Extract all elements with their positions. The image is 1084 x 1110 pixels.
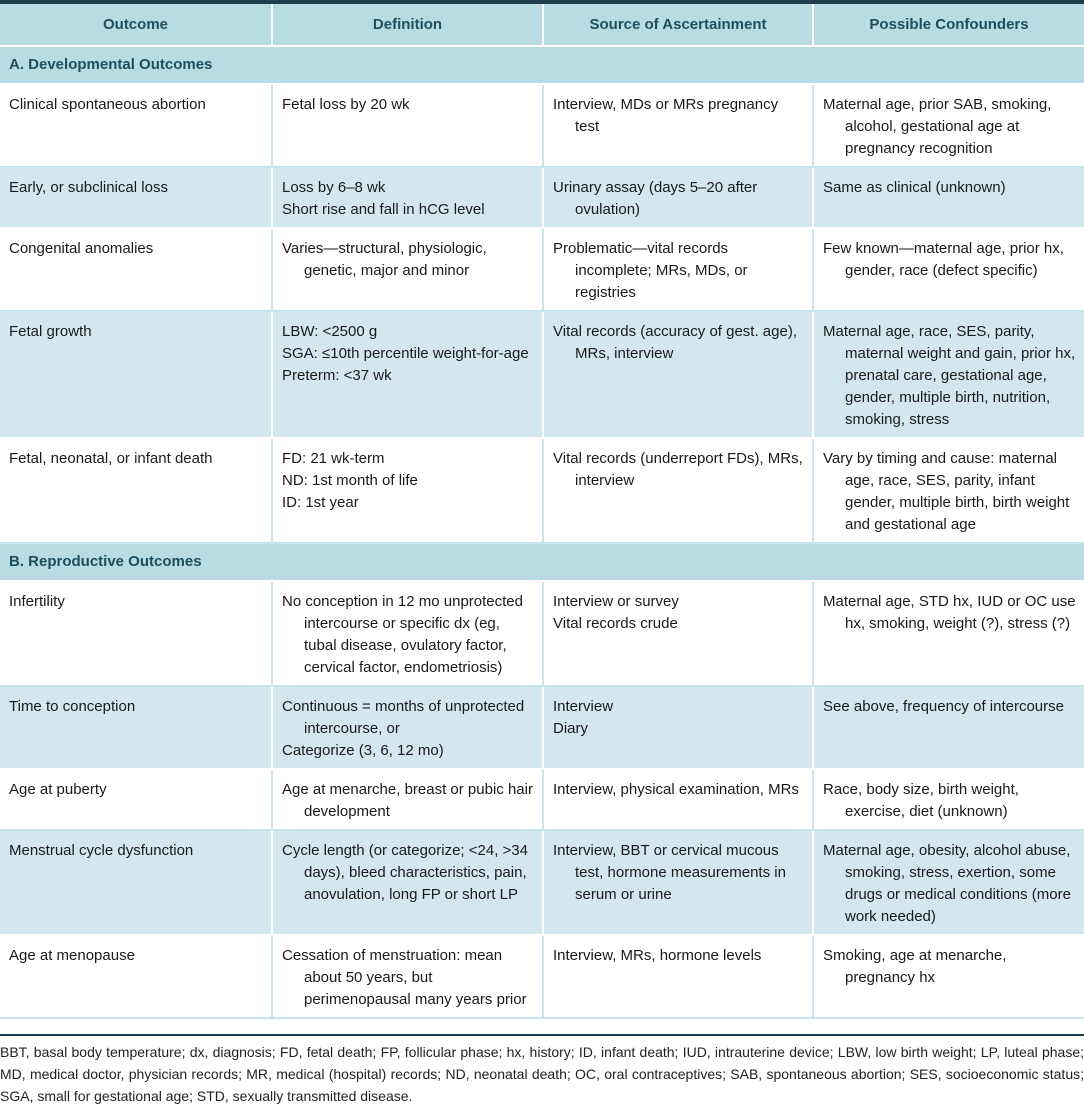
source-cell [543, 311, 813, 438]
source-cell [543, 830, 813, 935]
table-row [0, 830, 1084, 935]
table-row [0, 311, 1084, 438]
section-header-row [0, 543, 1084, 581]
footnote-divider [0, 1034, 1084, 1036]
cell-line: Varies—structural, physiologic, genetic, major and minor [282, 240, 487, 279]
confounders-cell [813, 935, 1084, 1018]
section-header-row [0, 46, 1084, 84]
outcome-cell: Fetal, neonatal, or infant death [0, 438, 272, 543]
cell-line: ID: 1st year [282, 494, 359, 511]
column-header-definition: Definition [272, 2, 543, 46]
cell-line: Continuous = months of unprotected intercourse, or [282, 698, 525, 737]
source-cell [543, 228, 813, 311]
definition-cell [272, 935, 543, 1018]
cell-line: Fetal loss by 20 wk [282, 96, 410, 113]
definition-cell [272, 830, 543, 935]
cell-line: Interview, MDs or MRs pregnancy test [553, 96, 779, 135]
outcome-cell: Age at puberty [0, 769, 272, 830]
outcome-cell: Menstrual cycle dysfunction [0, 830, 272, 935]
outcome-cell: Age at menopause [0, 935, 272, 1018]
column-header-outcome: Outcome [0, 2, 272, 46]
cell-line: Problematic—vital records incomplete; MRs, MDs, or registries [553, 240, 748, 301]
definition-cell [272, 228, 543, 311]
cell-line: Vital records (accuracy of gest. age), MRs, interview [553, 323, 797, 362]
table-row [0, 686, 1084, 769]
table-header-row [0, 2, 1084, 46]
definition-cell [272, 167, 543, 228]
cell-line: Few known—maternal age, prior hx, gender, race (defect specific) [823, 240, 1064, 279]
cell-line: LBW: <2500 g [282, 323, 378, 340]
source-cell [543, 935, 813, 1018]
confounders-cell [813, 686, 1084, 769]
table-row [0, 581, 1084, 686]
cell-line: Interview or survey [553, 593, 679, 610]
cell-line: Interview, BBT or cervical mucous test, hormone measurements in serum or urine [553, 842, 786, 903]
cell-line: SGA: ≤10th percentile weight-for-age [282, 345, 529, 362]
confounders-cell [813, 84, 1084, 167]
table-row [0, 438, 1084, 543]
cell-line: No conception in 12 mo unprotected intercourse or specific dx (eg, tubal disease, ovulatory factor, cervical factor, endometriosis) [282, 593, 523, 676]
cell-line: Interview, physical examination, MRs [553, 781, 799, 798]
outcome-cell: Congenital anomalies [0, 228, 272, 311]
cell-line: Smoking, age at menarche, pregnancy hx [823, 947, 1007, 986]
cell-line: Short rise and fall in hCG level [282, 201, 485, 218]
table-row [0, 167, 1084, 228]
cell-line: FD: 21 wk-term [282, 450, 385, 467]
cell-line: Interview, MRs, hormone levels [553, 947, 762, 964]
confounders-cell [813, 311, 1084, 438]
confounders-cell [813, 438, 1084, 543]
table-row [0, 935, 1084, 1018]
cell-line: Maternal age, STD hx, IUD or OC use hx, smoking, weight (?), stress (?) [823, 593, 1076, 632]
cell-line: Vary by timing and cause: maternal age, race, SES, parity, infant gender, multiple birth, birth weight and gestational age [823, 450, 1070, 533]
cell-line: Maternal age, prior SAB, smoking, alcohol, gestational age at pregnancy recognition [823, 96, 1052, 157]
outcome-cell: Time to conception [0, 686, 272, 769]
outcome-cell: Infertility [0, 581, 272, 686]
cell-line: Categorize (3, 6, 12 mo) [282, 742, 444, 759]
source-cell [543, 167, 813, 228]
outcome-cell: Clinical spontaneous abortion [0, 84, 272, 167]
source-cell [543, 769, 813, 830]
table-footnote: BBT, basal body temperature; dx, diagnosis; FD, fetal death; FP, follicular phase; hx, history; ID, infant death; IUD, intrauterine device; LBW, low birth weight; LP, luteal phase; MD, medical doctor, physician records; MR, medical (hospital) records; ND, neonatal death; OC, oral contraceptives; SAB, spontaneous abortion; SES, socioeconomic status; SGA, small for gestational age; STD, sexually transmitted disease. [0, 1044, 1084, 1104]
source-cell [543, 438, 813, 543]
source-cell [543, 581, 813, 686]
definition-cell [272, 84, 543, 167]
confounders-cell [813, 581, 1084, 686]
cell-line: ND: 1st month of life [282, 472, 418, 489]
outcome-cell: Fetal growth [0, 311, 272, 438]
definition-cell [272, 311, 543, 438]
cell-line: Maternal age, race, SES, parity, maternal weight and gain, prior hx, prenatal care, gestational age, gender, multiple birth, nutrition, smoking, stress [823, 323, 1076, 428]
cell-line: Urinary assay (days 5–20 after ovulation) [553, 179, 758, 218]
definition-cell [272, 769, 543, 830]
cell-line: Diary [553, 720, 589, 737]
source-cell [543, 84, 813, 167]
cell-line: Loss by 6–8 wk [282, 179, 386, 196]
definition-cell [272, 581, 543, 686]
table-body [0, 46, 1084, 1018]
source-cell [543, 686, 813, 769]
confounders-cell [813, 830, 1084, 935]
section-title: A. Developmental Outcomes [0, 46, 1084, 84]
table-row [0, 769, 1084, 830]
cell-line: Cycle length (or categorize; <24, >34 days), bleed characteristics, pain, anovulation, long FP or short LP [282, 842, 528, 903]
cell-line: Age at menarche, breast or pubic hair development [282, 781, 533, 820]
cell-line: Race, body size, birth weight, exercise, diet (unknown) [823, 781, 1019, 820]
cell-line: Vital records crude [553, 615, 678, 632]
confounders-cell [813, 769, 1084, 830]
section-title: B. Reproductive Outcomes [0, 543, 1084, 581]
cell-line: Same as clinical (unknown) [823, 179, 1006, 196]
cell-line: Maternal age, obesity, alcohol abuse, smoking, stress, exertion, some drugs or medical conditions (more work needed) [823, 842, 1071, 925]
cell-line: Cessation of menstruation: mean about 50 years, but perimenopausal many years prior [282, 947, 527, 1008]
cell-line: See above, frequency of intercourse [823, 698, 1064, 715]
table-row [0, 84, 1084, 167]
table-row [0, 228, 1084, 311]
definition-cell [272, 438, 543, 543]
cell-line: Preterm: <37 wk [282, 367, 392, 384]
cell-line: Vital records (underreport FDs), MRs, interview [553, 450, 803, 489]
outcome-cell: Early, or subclinical loss [0, 167, 272, 228]
cell-line: Interview [553, 698, 614, 715]
column-header-source: Source of Ascertainment [543, 2, 813, 46]
confounders-cell [813, 167, 1084, 228]
confounders-cell [813, 228, 1084, 311]
column-header-confounders: Possible Confounders [813, 2, 1084, 46]
definition-cell [272, 686, 543, 769]
